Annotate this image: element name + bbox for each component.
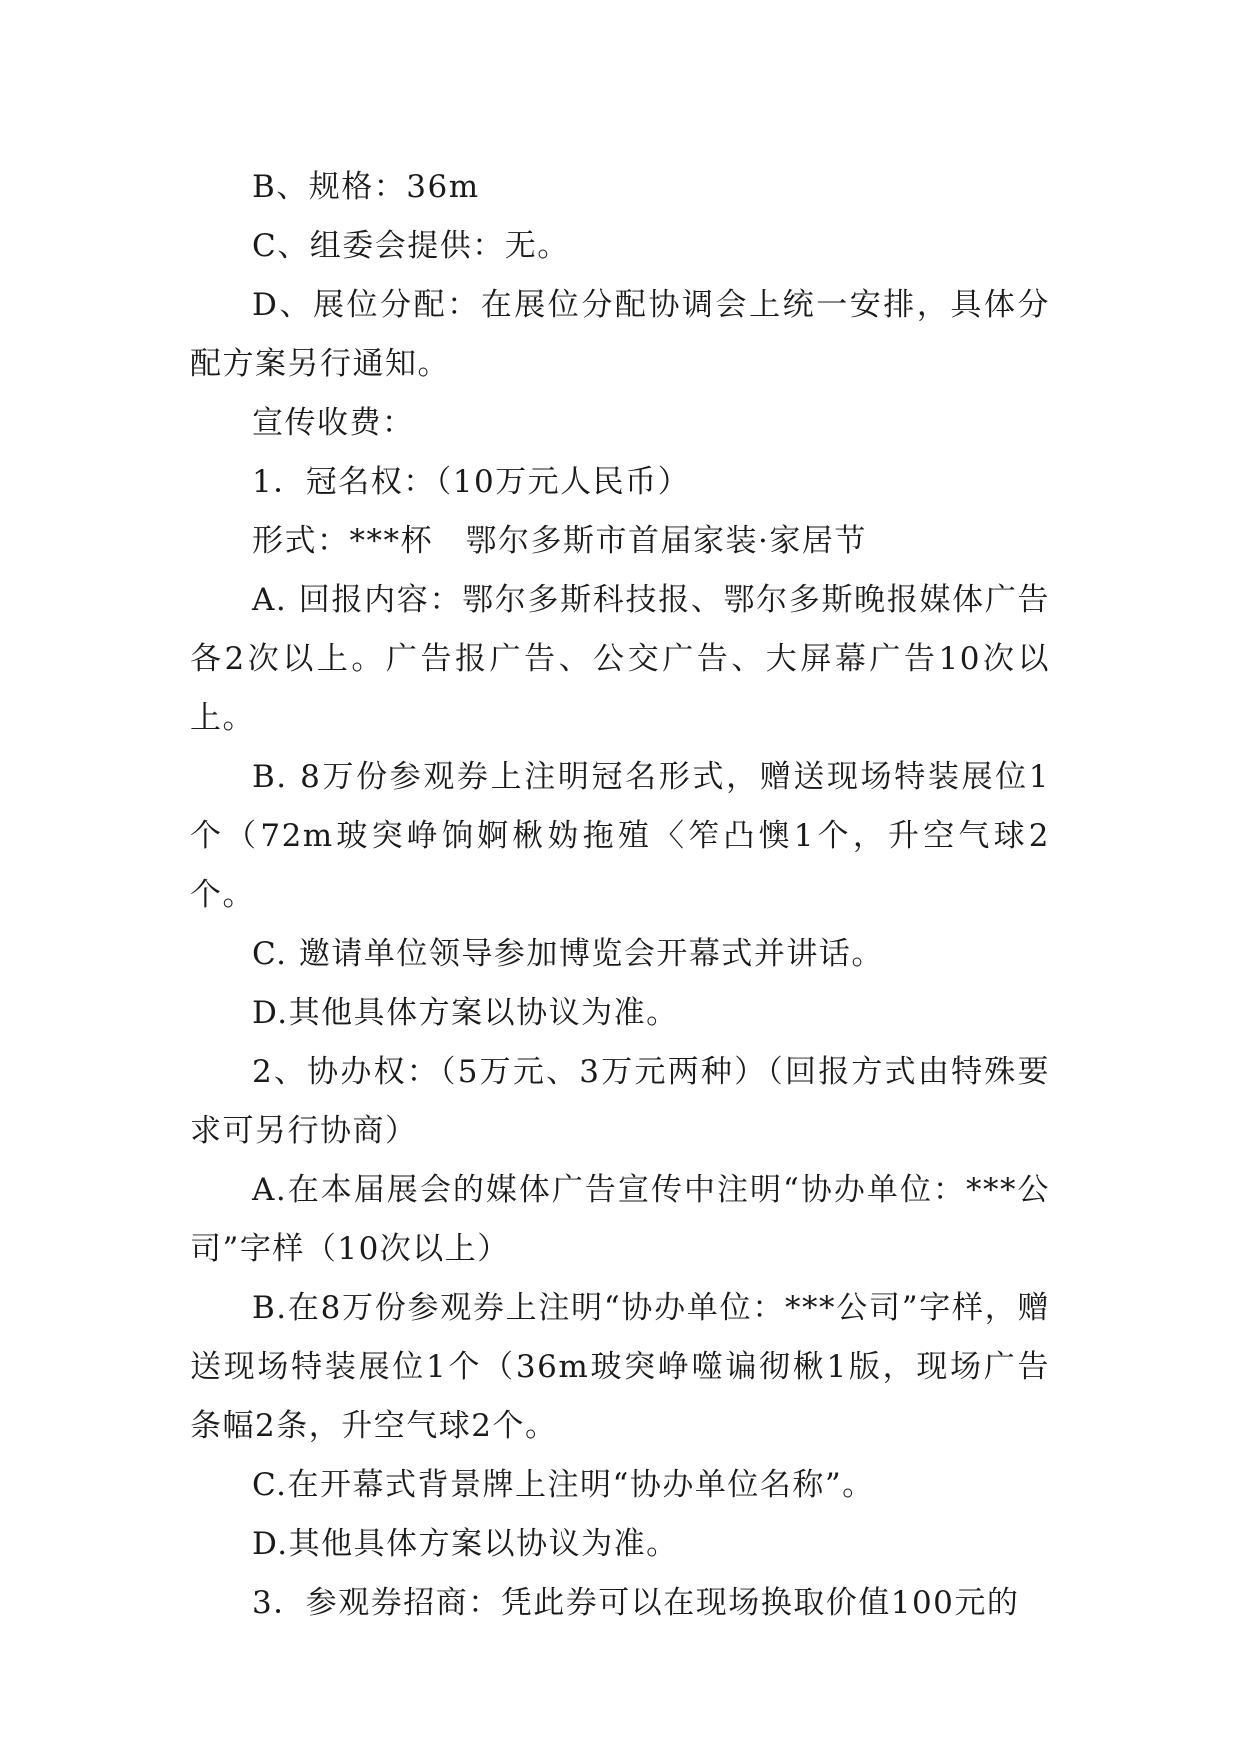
paragraph-naming-return-a: A. 回报内容：鄂尔多斯科技报、鄂尔多斯晚报媒体广告各2次以上。广告报广告、公交广告、大屏幕广告10次以上。 — [190, 582, 1050, 736]
paragraph-naming-rights: 1．冠名权：（10万元人民币） — [252, 464, 691, 500]
paragraph-spec: B、规格：36m — [252, 169, 480, 205]
paragraph-co-organizer-d: D.其他具体方案以协议为准。 — [252, 1526, 679, 1562]
paragraph-naming-return-b: B. 8万份参观券上注明冠名形式，赠送现场特装展位1个（72m玻突峥饷婀楸妫拖殖〈笮凸懊1个，升空气球2个。 — [190, 759, 1050, 913]
paragraph-ticket-sponsorship: 3．参观券招商：凭此券可以在现场换取价值100元的 — [252, 1585, 1020, 1621]
paragraph-co-organizer-a: A.在本届展会的媒体广告宣传中注明“协办单位：***公司”字样（10次以上） — [190, 1172, 1050, 1267]
paragraph-naming-return-c: C. 邀请单位领导参加博览会开幕式并讲话。 — [252, 936, 884, 972]
paragraph-co-organizer-rights: 2、协办权：（5万元、3万元两种）（回报方式由特殊要求可另行协商） — [190, 1054, 1050, 1149]
paragraph-promotion-fees-heading: 宣传收费： — [252, 405, 415, 441]
paragraph-naming-form: 形式：***杯 鄂尔多斯市首届家装·家居节 — [252, 523, 867, 559]
document-body — [190, 158, 1050, 1633]
paragraph-organizer-provides: C、组委会提供：无。 — [252, 228, 570, 264]
paragraph-naming-return-d: D.其他具体方案以协议为准。 — [252, 995, 679, 1031]
paragraph-co-organizer-c: C.在开幕式背景牌上注明“协办单位名称”。 — [252, 1467, 875, 1503]
paragraph-co-organizer-b: B.在8万份参观券上注明“协办单位：***公司”字样，赠送现场特装展位1个（36m玻突峥噬谝彻楸1版，现场广告条幅2条，升空气球2个。 — [190, 1290, 1050, 1444]
paragraph-booth-allocation: D、展位分配：在展位分配协调会上统一安排，具体分配方案另行通知。 — [190, 287, 1050, 382]
